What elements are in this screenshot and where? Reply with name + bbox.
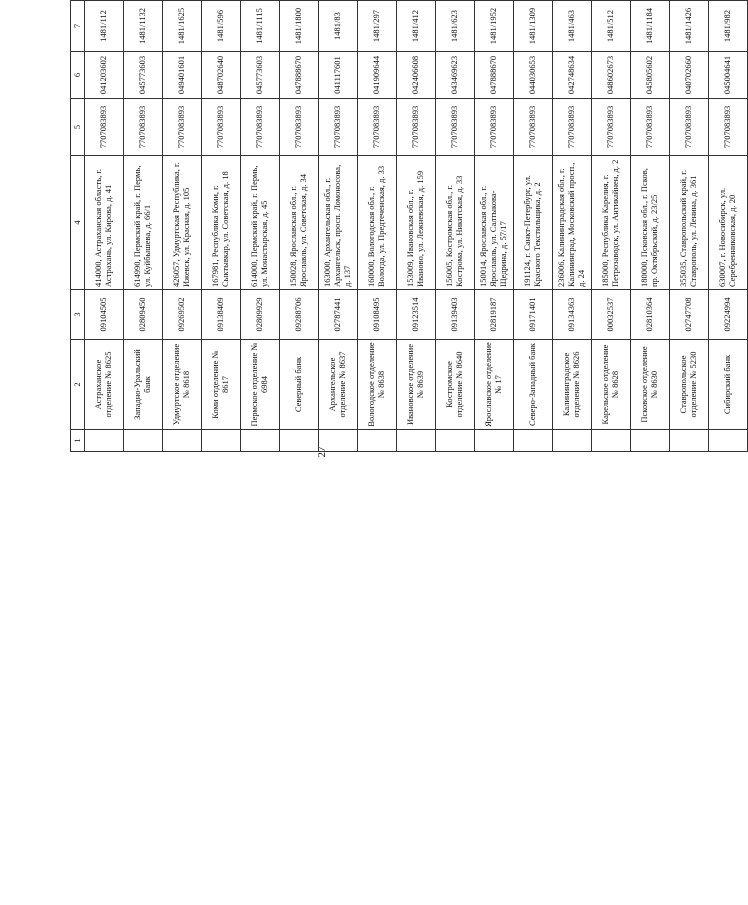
- cell-okpo: 09288706: [280, 290, 319, 340]
- column-number: 1: [71, 430, 85, 452]
- cell-branch-name: Калининградское отделение № 8626: [553, 340, 592, 430]
- cell-bik: 048602673: [592, 52, 631, 99]
- table-row: [553, 0, 592, 452]
- document-sheet: [70, 0, 737, 452]
- cell-branch-name: Ярославское отделение № 17: [475, 340, 514, 430]
- cell-branch-name: Пермское отделение № 6984: [241, 340, 280, 430]
- cell-okpo: 02809929: [241, 290, 280, 340]
- cell-registration-number: 1481/412: [397, 1, 436, 52]
- cell-inn: 7707083893: [592, 99, 631, 156]
- cell-inn: 7707083893: [241, 99, 280, 156]
- table-row: [241, 0, 280, 452]
- cell-date: [358, 0, 397, 1]
- cell-date: [85, 0, 124, 1]
- cell-inn: 7707083893: [475, 99, 514, 156]
- cell-inn: 7707083893: [397, 99, 436, 156]
- cell-branch-name: Удмуртское отделение № 8618: [163, 340, 202, 430]
- cell-address: 150014, Ярославская обл., г. Ярославль, ул. Салтыкова-Щедрина, д. 57/17: [475, 156, 514, 290]
- column-number: 5: [71, 99, 85, 156]
- cell-branch-name: Северо-Западный банк: [514, 340, 553, 430]
- cell-address: 180000, Псковская обл., г. Псков, пр. Октябрьский, д. 23/25: [631, 156, 670, 290]
- cell-branch-name: Коми отделение № 8617: [202, 340, 241, 430]
- cell-okpo: 02747708: [670, 290, 709, 340]
- cell-empty: [319, 430, 358, 452]
- cell-okpo: 09171401: [514, 290, 553, 340]
- cell-address: 630007, г. Новосибирск, ул. Серебренниковская, д. 20: [709, 156, 748, 290]
- cell-registration-number: 1481/1800: [280, 1, 319, 52]
- cell-empty: [358, 430, 397, 452]
- cell-inn: 7707083893: [709, 99, 748, 156]
- cell-empty: [241, 430, 280, 452]
- cell-branch-name: Северный банк: [280, 340, 319, 430]
- cell-okpo: 02809450: [124, 290, 163, 340]
- cell-date: [514, 0, 553, 1]
- page-number: 27: [316, 446, 328, 458]
- cell-empty: [475, 430, 514, 452]
- cell-date: [319, 0, 358, 1]
- cell-registration-number: 1481/623: [436, 1, 475, 52]
- cell-bik: 045773603: [124, 52, 163, 99]
- cell-branch-name: Сибирский банк: [709, 340, 748, 430]
- cell-inn: 7707083893: [631, 99, 670, 156]
- column-number: 3: [71, 290, 85, 340]
- cell-bik: 047888670: [280, 52, 319, 99]
- cell-bik: 043469623: [436, 52, 475, 99]
- cell-address: 414000, Астраханская область, г. Астрахань, ул. Кирова, д. 41: [85, 156, 124, 290]
- cell-empty: [85, 430, 124, 452]
- cell-registration-number: 1481/1309: [514, 1, 553, 52]
- cell-empty: [553, 430, 592, 452]
- cell-okpo: 09269502: [163, 290, 202, 340]
- cell-branch-name: Псковское отделение № 8630: [631, 340, 670, 430]
- cell-address: 355035, Ставропольский край, г. Ставрополь, ул. Ленина, д. 361: [670, 156, 709, 290]
- cell-okpo: 09104505: [85, 290, 124, 340]
- cell-registration-number: 1481/982: [709, 1, 748, 52]
- column-number: 2: [71, 340, 85, 430]
- cell-registration-number: 1481/1115: [241, 1, 280, 52]
- cell-date: [475, 0, 514, 1]
- cell-registration-number: 1481/1952: [475, 1, 514, 52]
- cell-inn: 7707083893: [280, 99, 319, 156]
- cell-inn: 7707083893: [163, 99, 202, 156]
- table-row: [319, 0, 358, 452]
- cell-okpo: 09224994: [709, 290, 748, 340]
- cell-okpo: 02810364: [631, 290, 670, 340]
- cell-registration-number: 1481/463: [553, 1, 592, 52]
- cell-empty: [202, 430, 241, 452]
- cell-okpo: 02819187: [475, 290, 514, 340]
- cell-date: [280, 0, 319, 1]
- cell-address: 426057, Удмуртская Республика, г. Ижевск, ул. Красная, д. 105: [163, 156, 202, 290]
- cell-inn: 7707083893: [514, 99, 553, 156]
- cell-okpo: 09139403: [436, 290, 475, 340]
- cell-address: 614000, Пермский край, г. Пермь, ул. Монастырская, д. 45: [241, 156, 280, 290]
- column-number: 6: [71, 52, 85, 99]
- cell-okpo: 00032537: [592, 290, 631, 340]
- cell-address: 236006, Калининградская обл., г. Калининград, Московский просп., д. 24: [553, 156, 592, 290]
- cell-registration-number: 1481/297: [358, 1, 397, 52]
- cell-registration-number: 1481/1426: [670, 1, 709, 52]
- cell-bik: 041909644: [358, 52, 397, 99]
- cell-empty: [631, 430, 670, 452]
- table-row: [163, 0, 202, 452]
- cell-okpo: 09138409: [202, 290, 241, 340]
- cell-okpo: 09123514: [397, 290, 436, 340]
- cell-inn: 7707083893: [202, 99, 241, 156]
- table-row: [436, 0, 475, 452]
- table-row: [592, 0, 631, 452]
- cell-bik: 047888670: [475, 52, 514, 99]
- table-row: [514, 0, 553, 452]
- column-number: 7: [71, 1, 85, 52]
- cell-branch-name: Ставропольское отделение № 5230: [670, 340, 709, 430]
- cell-registration-number: 1481/112: [85, 1, 124, 52]
- cell-bik: 045773603: [241, 52, 280, 99]
- cell-empty: [514, 430, 553, 452]
- cell-bik: 042406608: [397, 52, 436, 99]
- cell-address: 163000, Архангельская обл., г. Архангельск, просп. Ломоносова, д. 137: [319, 156, 358, 290]
- cell-address: 167981, Республика Коми, г. Сыктывкар, ул. Советская, д. 18: [202, 156, 241, 290]
- cell-inn: 7707083893: [553, 99, 592, 156]
- cell-date: [202, 0, 241, 1]
- cell-empty: [280, 430, 319, 452]
- cell-address: 153009, Ивановская обл., г. Иваново, ул. Лежневская, д. 159: [397, 156, 436, 290]
- cell-bik: 042748634: [553, 52, 592, 99]
- cell-address: 150028, Ярославская обл., г. Ярославль, ул. Советская, д. 34: [280, 156, 319, 290]
- cell-branch-name: Карельское отделение № 8628: [592, 340, 631, 430]
- cell-bik: 045805602: [631, 52, 670, 99]
- cell-date: [592, 0, 631, 1]
- bank-branches-table: [70, 0, 748, 452]
- table-row: [280, 0, 319, 452]
- cell-address: 185000, Республика Карелия, г. Петрозаводск, ул. Антикайнен, д. 2: [592, 156, 631, 290]
- cell-empty: [436, 430, 475, 452]
- cell-inn: 7707083893: [124, 99, 163, 156]
- cell-date: [709, 0, 748, 1]
- cell-empty: [124, 430, 163, 452]
- cell-registration-number: 1481/1132: [124, 1, 163, 52]
- cell-date: [241, 0, 280, 1]
- cell-address: 191124, г. Санкт-Петербург, ул. Красного Текстильщика, д. 2: [514, 156, 553, 290]
- column-number: [71, 0, 85, 1]
- cell-date: [124, 0, 163, 1]
- cell-address: 614990, Пермский край, г. Пермь, ул. Куйбышева, д. 66/1: [124, 156, 163, 290]
- cell-empty: [592, 430, 631, 452]
- cell-branch-name: Костромское отделение № 8640: [436, 340, 475, 430]
- cell-registration-number: 1481/1625: [163, 1, 202, 52]
- cell-bik: 049401601: [163, 52, 202, 99]
- cell-date: [631, 0, 670, 1]
- cell-empty: [670, 430, 709, 452]
- cell-inn: 7707083893: [670, 99, 709, 156]
- column-number-row: [71, 0, 85, 452]
- cell-empty: [397, 430, 436, 452]
- table-row: [670, 0, 709, 452]
- cell-date: [553, 0, 592, 1]
- cell-address: 160000, Вологодская обл., г. Вологда, ул. Предтеченская, д. 33: [358, 156, 397, 290]
- cell-date: [397, 0, 436, 1]
- cell-bik: 041203602: [85, 52, 124, 99]
- column-number: 4: [71, 156, 85, 290]
- cell-empty: [709, 430, 748, 452]
- table-row: [124, 0, 163, 452]
- cell-branch-name: Астраханское отделение № 8625: [85, 340, 124, 430]
- table-row: [709, 0, 748, 452]
- cell-date: [670, 0, 709, 1]
- cell-registration-number: 1481/512: [592, 1, 631, 52]
- cell-date: [436, 0, 475, 1]
- cell-date: [163, 0, 202, 1]
- cell-branch-name: Западно-Уральский банк: [124, 340, 163, 430]
- table-row: [631, 0, 670, 452]
- table-row: [85, 0, 124, 452]
- cell-inn: 7707083893: [85, 99, 124, 156]
- cell-registration-number: 1481/596: [202, 1, 241, 52]
- cell-branch-name: Вологодское отделение № 8638: [358, 340, 397, 430]
- cell-branch-name: Ивановское отделение № 8639: [397, 340, 436, 430]
- table-row: [397, 0, 436, 452]
- cell-okpo: 09134363: [553, 290, 592, 340]
- cell-inn: 7707083893: [358, 99, 397, 156]
- cell-okpo: 02787441: [319, 290, 358, 340]
- cell-okpo: 09108495: [358, 290, 397, 340]
- cell-bik: 040702660: [670, 52, 709, 99]
- cell-bik: 044030653: [514, 52, 553, 99]
- cell-registration-number: 1481/1184: [631, 1, 670, 52]
- cell-branch-name: Архангельское отделение № 8637: [319, 340, 358, 430]
- cell-bik: 045004641: [709, 52, 748, 99]
- cell-bik: 048702640: [202, 52, 241, 99]
- table-row: [475, 0, 514, 452]
- cell-inn: 7707083893: [319, 99, 358, 156]
- cell-inn: 7707083893: [436, 99, 475, 156]
- cell-bik: 041117601: [319, 52, 358, 99]
- cell-empty: [163, 430, 202, 452]
- cell-registration-number: 1481/83: [319, 1, 358, 52]
- table-row: [358, 0, 397, 452]
- cell-address: 156005, Костромская обл., г. Кострома, ул. Никитская, д. 33: [436, 156, 475, 290]
- table-row: [202, 0, 241, 452]
